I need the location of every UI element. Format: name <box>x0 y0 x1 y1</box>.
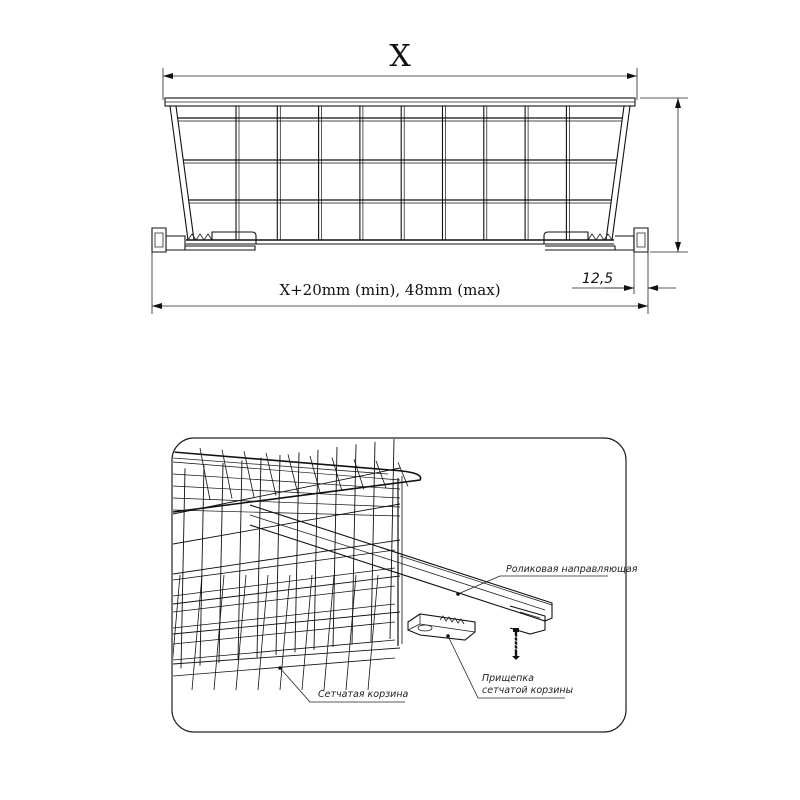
wire <box>173 540 400 574</box>
basket-clip <box>408 614 475 640</box>
clip-label-line1: Прищепка <box>482 673 534 684</box>
wire <box>333 447 337 647</box>
clip-leader <box>448 636 478 698</box>
rail-label: Роликовая направляющая <box>506 564 638 575</box>
wire <box>173 658 395 676</box>
wire <box>257 458 261 658</box>
rail-leader <box>458 576 500 594</box>
basket-vertical-wires <box>236 106 569 240</box>
wire <box>302 575 312 690</box>
wire <box>236 575 246 690</box>
wire <box>371 442 375 642</box>
wire <box>276 455 280 655</box>
wire <box>173 576 400 604</box>
wire <box>173 498 400 507</box>
basket-horizontal-wires <box>178 118 623 203</box>
front-view <box>152 39 688 314</box>
wire <box>173 510 400 516</box>
wire <box>258 575 268 690</box>
wire <box>173 504 400 544</box>
basket-label: Сетчатая корзина <box>318 689 409 700</box>
left-clip <box>212 232 256 244</box>
wire <box>390 439 394 639</box>
wire <box>173 550 395 580</box>
wire <box>200 466 204 666</box>
bottom-width-label: X+20mm (min), 48mm (max) <box>279 281 501 299</box>
wire <box>288 454 298 494</box>
wire <box>324 575 334 690</box>
basket-wire-grid <box>170 439 408 690</box>
basket-right-side <box>606 106 630 240</box>
basket-left-side <box>170 106 194 240</box>
wire <box>200 448 210 500</box>
screw-icon <box>512 628 520 660</box>
wire <box>219 463 223 663</box>
wire <box>173 462 400 480</box>
offset-label: 12,5 <box>582 271 614 287</box>
wire <box>214 575 224 690</box>
basket-leader <box>280 668 310 702</box>
clip-label-line2: сетчатой корзины <box>482 685 574 696</box>
wire <box>368 575 378 690</box>
wire <box>310 456 320 493</box>
wire <box>173 568 395 596</box>
wire <box>173 648 400 664</box>
isometric-view <box>170 438 638 732</box>
top-width-label: X <box>389 39 411 74</box>
wire <box>346 575 356 690</box>
